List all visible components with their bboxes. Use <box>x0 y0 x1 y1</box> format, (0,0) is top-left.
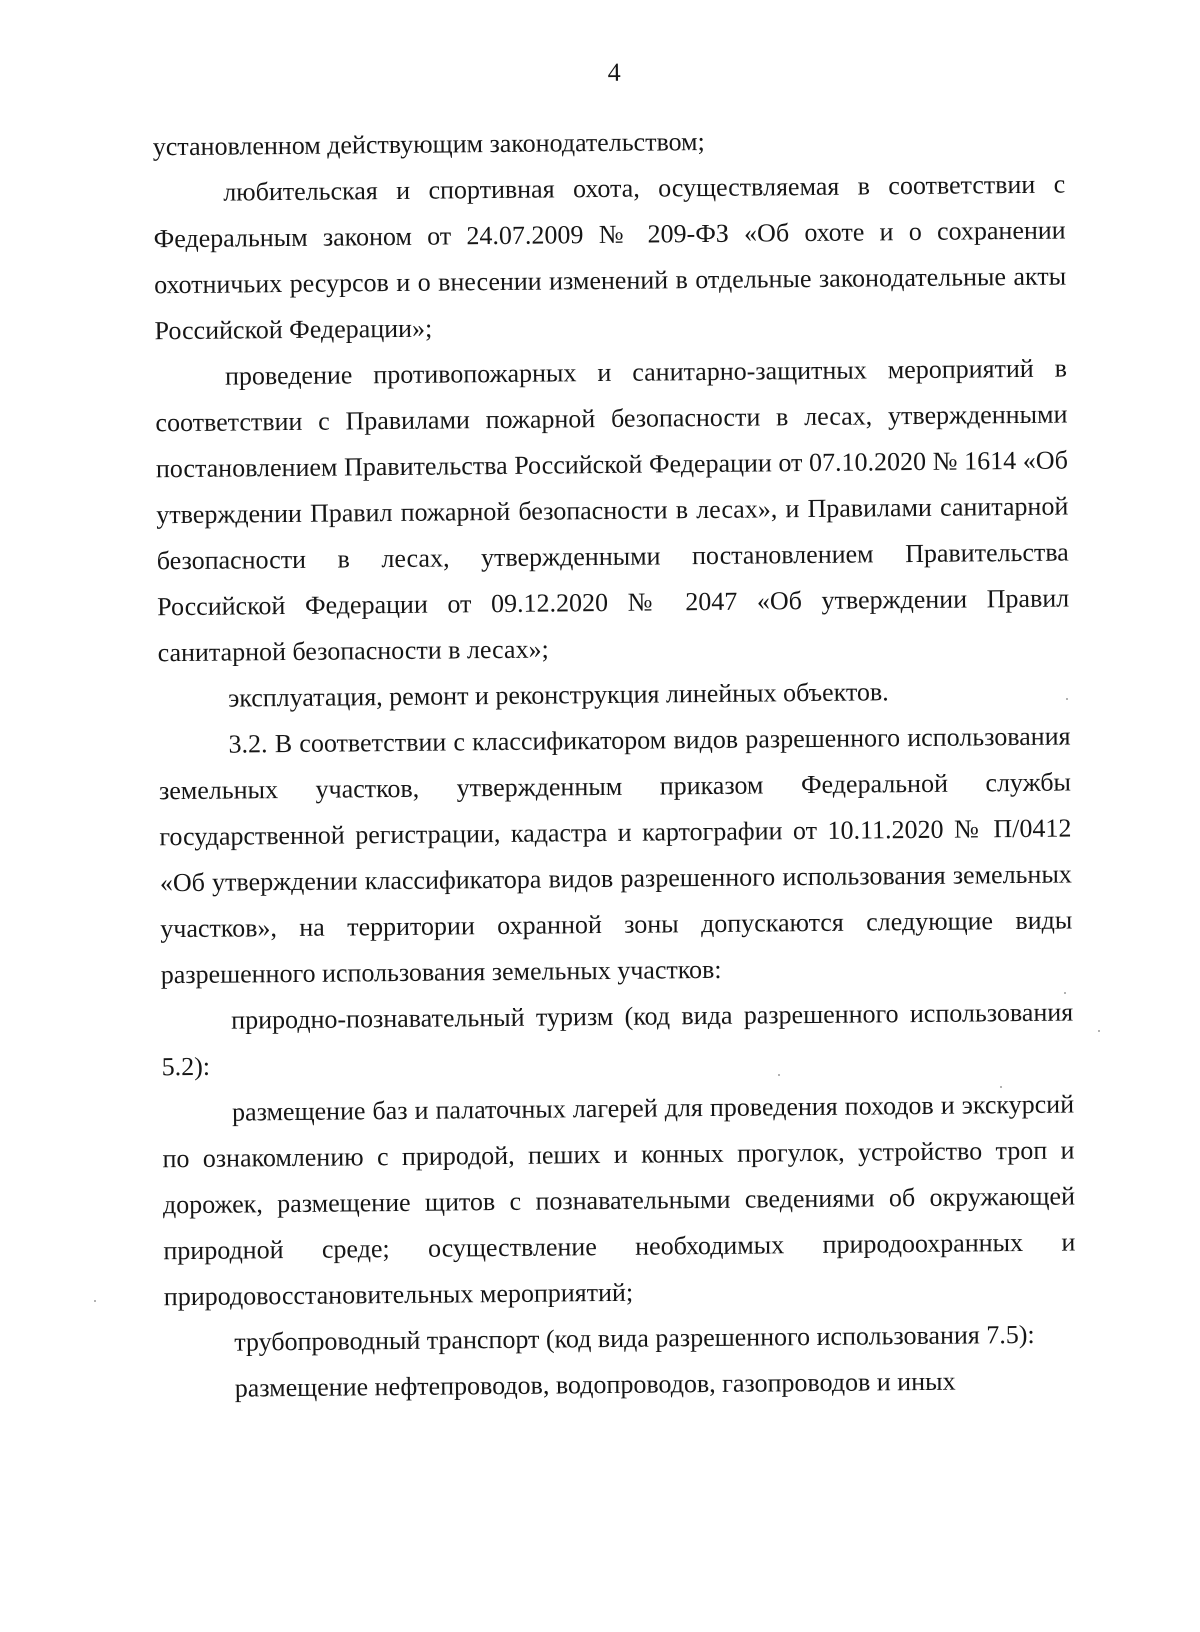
scan-speck <box>1098 1030 1100 1032</box>
paragraph-pipeline-details: размещение нефтепроводов, водопроводов, газопроводов и иных <box>234 1366 956 1403</box>
scan-speck <box>1064 992 1066 994</box>
scan-speck <box>1066 698 1068 700</box>
paragraph-section-3-2: 3.2. В соответствии с классификатором видов разрешенного использования земельных участков, утвержденным приказом Федеральной службы государственной регистрации, кадастра и картографии от 10.11.2020 № П/0412 «Об утверждении классификатора видов разрешенного использования земельных участков», на территории охранной зоны допускаются следующие виды разрешенного использования земельных участков: <box>158 721 1073 990</box>
paragraph-fire-safety: проведение противопожарных и санитарно-защитных мероприятий в соответствии с Правилами пожарной безопасности в лесах, утвержденными постановлением Правительства Российской Федерации от 07.10.2020 № 1614 «Об утверждении Правил пожарной безопасности в лесах», и Правилами санитарной безопасности в лесах, утвержденными постановлением Правительства Российской Федерации от 09.12.2020 № 2047 «Об утверждении Правил санитарной безопасности в лесах»; <box>155 353 1070 668</box>
paragraph-pipeline-transport: трубопроводный транспорт (код вида разрешенного использования 7.5): <box>234 1319 1035 1357</box>
scan-speck <box>94 1300 96 1302</box>
paragraph-linear-objects: эксплуатация, ремонт и реконструкция линейных объектов. <box>227 677 889 713</box>
paragraph-tourism: природно-познавательный туризм (код вида разрешенного использования 5.2): <box>161 997 1074 1082</box>
scan-speck <box>778 1074 780 1076</box>
paragraph-hunting: любительская и спортивная охота, осуществляемая в соответствии с Федеральным законом от 24.07.2009 № 209-ФЗ «Об охоте и о сохранении охотничьих ресурсов и о внесении изменений в отдельные законодательные акты Российской Федерации»; <box>153 169 1067 346</box>
paragraph-tourism-details: размещение баз и палаточных лагерей для проведения походов и экскурсий по ознакомлению с природой, пеших и конных прогулок, устройство троп и дорожек, размещение щитов с познавательными сведениями об окружающей природной среде; осуществление необходимых природоохранных и природовосстановительных мероприятий; <box>162 1089 1076 1312</box>
paragraph-continuation: установленном действующим законодательством; <box>152 126 705 162</box>
page-number: 4 <box>607 57 621 87</box>
scan-speck <box>1000 1086 1002 1088</box>
document-body <box>153 116 1077 1413</box>
